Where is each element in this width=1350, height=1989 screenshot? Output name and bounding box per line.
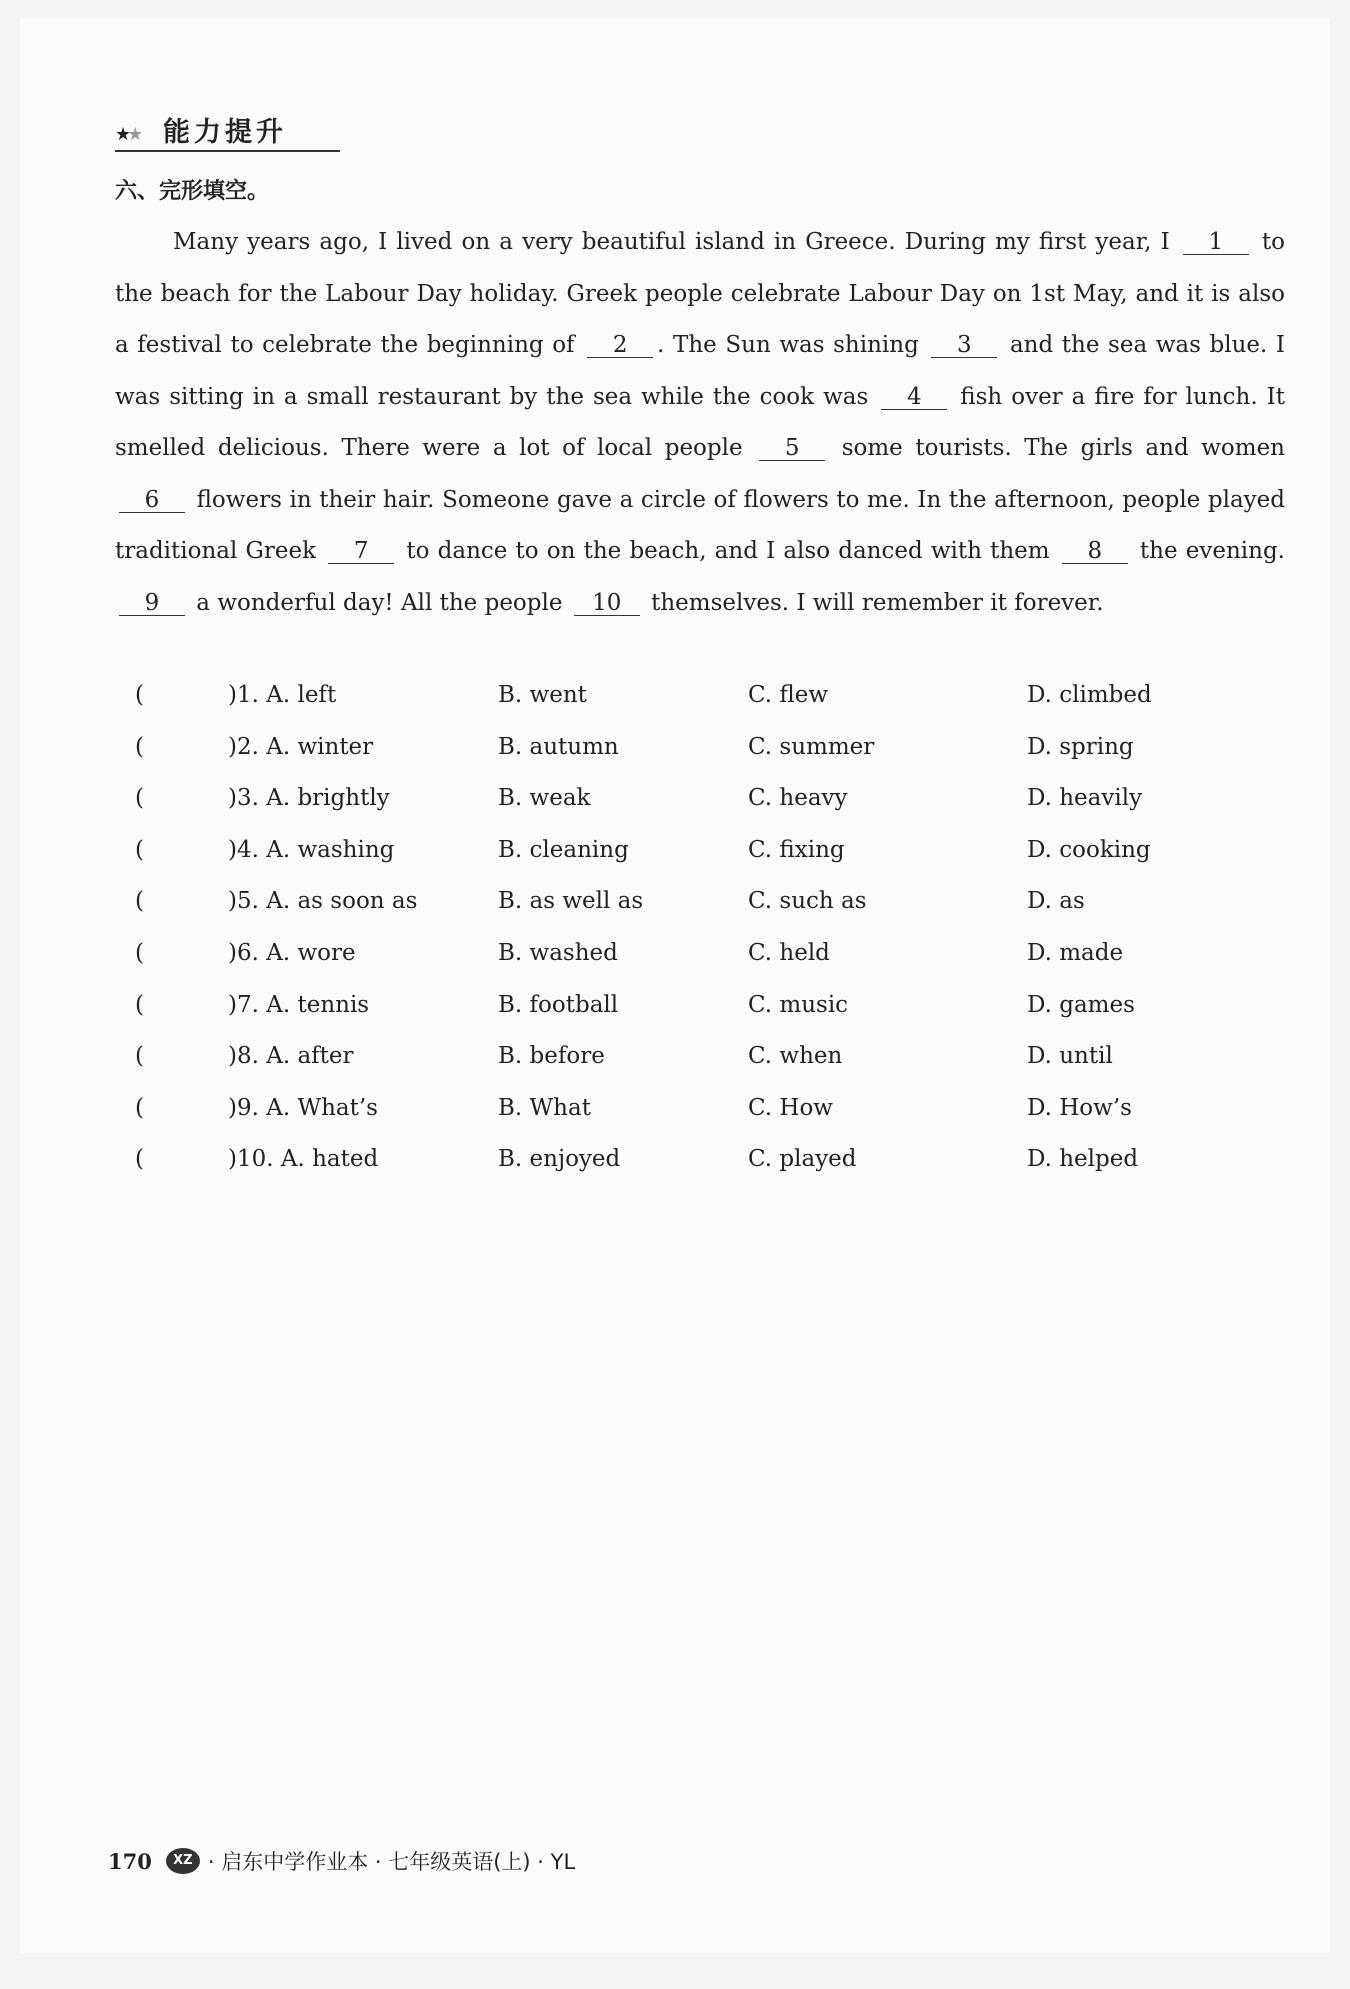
option-c[interactable]: C. music — [748, 991, 849, 1018]
option-row — [115, 682, 1265, 734]
answer-paren[interactable]: ( — [135, 733, 144, 760]
blank-3[interactable]: 3 — [931, 333, 997, 358]
option-c[interactable]: C. summer — [748, 733, 875, 760]
passage-segment: the evening. — [1131, 538, 1285, 564]
option-c[interactable]: C. such as — [748, 888, 867, 915]
passage-segment: fish over a fire for lunch. It smelled delicious. There were a lot of local people — [115, 383, 1285, 461]
option-d[interactable]: D. games — [1027, 991, 1135, 1018]
option-b[interactable]: B. weak — [498, 785, 591, 812]
passage-segment: Many years ago, I lived on a very beautiful island in Greece. During my first year, I — [173, 229, 1179, 255]
option-row — [115, 1146, 1265, 1198]
option-d[interactable]: D. cooking — [1027, 836, 1151, 863]
page-footer — [108, 1846, 575, 1876]
passage-segment: to dance to on the beach, and I also danced with them — [398, 538, 1058, 564]
option-b[interactable]: B. enjoyed — [498, 1146, 621, 1173]
option-b[interactable]: B. as well as — [498, 888, 644, 915]
passage-segment: to the beach for the Labour Day holiday. Greek people celebrate Labour Day on 1st May, and it is also a festival to celebrate the beginning of — [115, 229, 1285, 358]
option-row — [115, 1043, 1265, 1095]
option-row — [115, 734, 1265, 786]
option-d[interactable]: D. as — [1027, 888, 1085, 915]
option-d[interactable]: D. helped — [1027, 1146, 1139, 1173]
answer-options — [115, 682, 1265, 1198]
option-d[interactable]: D. How’s — [1027, 1094, 1132, 1121]
blank-1[interactable]: 1 — [1183, 230, 1249, 255]
blank-2[interactable]: 2 — [587, 333, 653, 358]
answer-paren[interactable]: ( — [135, 785, 144, 812]
blank-7[interactable]: 7 — [328, 539, 394, 564]
answer-paren[interactable]: ( — [135, 888, 144, 915]
option-a[interactable]: )10. A. hated — [228, 1146, 379, 1173]
section-header — [115, 110, 340, 152]
option-b[interactable]: B. football — [498, 991, 619, 1018]
option-row — [115, 785, 1265, 837]
option-row — [115, 888, 1265, 940]
option-d[interactable]: D. climbed — [1027, 682, 1152, 708]
option-c[interactable]: C. held — [748, 939, 830, 966]
option-d[interactable]: D. until — [1027, 1043, 1113, 1070]
answer-paren[interactable]: ( — [135, 1043, 144, 1070]
option-a[interactable]: )2. A. winter — [228, 733, 374, 760]
option-a[interactable]: )3. A. brightly — [228, 785, 390, 812]
option-d[interactable]: D. made — [1027, 939, 1124, 966]
option-d[interactable]: D. spring — [1027, 733, 1134, 760]
passage-segment: some tourists. The girls and women — [829, 435, 1285, 461]
answer-paren[interactable]: ( — [135, 836, 144, 863]
answer-paren[interactable]: ( — [135, 939, 144, 966]
question-heading: 六、完形填空。 — [115, 179, 270, 204]
option-a[interactable]: )6. A. wore — [228, 939, 356, 966]
blank-10[interactable]: 10 — [574, 591, 640, 616]
option-b[interactable]: B. What — [498, 1094, 591, 1121]
publisher-logo-icon: XZ — [166, 1848, 200, 1874]
option-a[interactable]: )7. A. tennis — [228, 991, 370, 1018]
blank-9[interactable]: 9 — [119, 591, 185, 616]
option-c[interactable]: C. heavy — [748, 785, 848, 812]
cloze-passage — [115, 217, 1285, 629]
workbook-page — [20, 18, 1330, 1953]
blank-6[interactable]: 6 — [119, 488, 185, 513]
passage-segment: themselves. I will remember it forever. — [643, 589, 1104, 616]
option-c[interactable]: C. played — [748, 1146, 857, 1173]
blank-4[interactable]: 4 — [881, 385, 947, 410]
option-a[interactable]: )1. A. left — [228, 682, 337, 708]
option-a[interactable]: )5. A. as soon as — [228, 888, 418, 915]
option-b[interactable]: B. went — [498, 682, 587, 708]
blank-8[interactable]: 8 — [1062, 539, 1128, 564]
option-b[interactable]: B. washed — [498, 939, 618, 966]
passage-segment: . The Sun was shining — [657, 332, 928, 358]
answer-paren[interactable]: ( — [135, 682, 144, 708]
option-b[interactable]: B. cleaning — [498, 836, 629, 863]
option-b[interactable]: B. before — [498, 1043, 605, 1070]
option-a[interactable]: )4. A. washing — [228, 836, 395, 863]
option-c[interactable]: C. fixing — [748, 836, 845, 863]
section-title: 能力提升 — [163, 117, 287, 148]
option-row — [115, 837, 1265, 889]
answer-paren[interactable]: ( — [135, 991, 144, 1018]
option-c[interactable]: C. when — [748, 1043, 843, 1070]
option-row — [115, 1095, 1265, 1147]
stars-icon: ★★ — [115, 124, 140, 145]
page-number: 170 — [108, 1848, 152, 1874]
option-row — [115, 940, 1265, 992]
passage-segment: flowers in their hair. Someone gave a circle of flowers to me. In the afternoon, people played traditional Greek — [115, 486, 1285, 564]
option-d[interactable]: D. heavily — [1027, 785, 1143, 812]
option-a[interactable]: )9. A. What’s — [228, 1094, 378, 1121]
option-a[interactable]: )8. A. after — [228, 1043, 354, 1070]
book-series-title: · 启东中学作业本 · 七年级英语(上) · YL — [207, 1850, 576, 1874]
answer-paren[interactable]: ( — [135, 1094, 144, 1121]
option-c[interactable]: C. flew — [748, 682, 829, 708]
option-row — [115, 992, 1265, 1044]
blank-5[interactable]: 5 — [759, 436, 825, 461]
passage-segment: a wonderful day! All the people — [189, 589, 570, 616]
option-b[interactable]: B. autumn — [498, 733, 619, 760]
passage-segment: and the sea was blue. I was sitting in a small restaurant by the sea while the cook was — [115, 332, 1285, 410]
option-c[interactable]: C. How — [748, 1094, 833, 1121]
answer-paren[interactable]: ( — [135, 1146, 144, 1173]
